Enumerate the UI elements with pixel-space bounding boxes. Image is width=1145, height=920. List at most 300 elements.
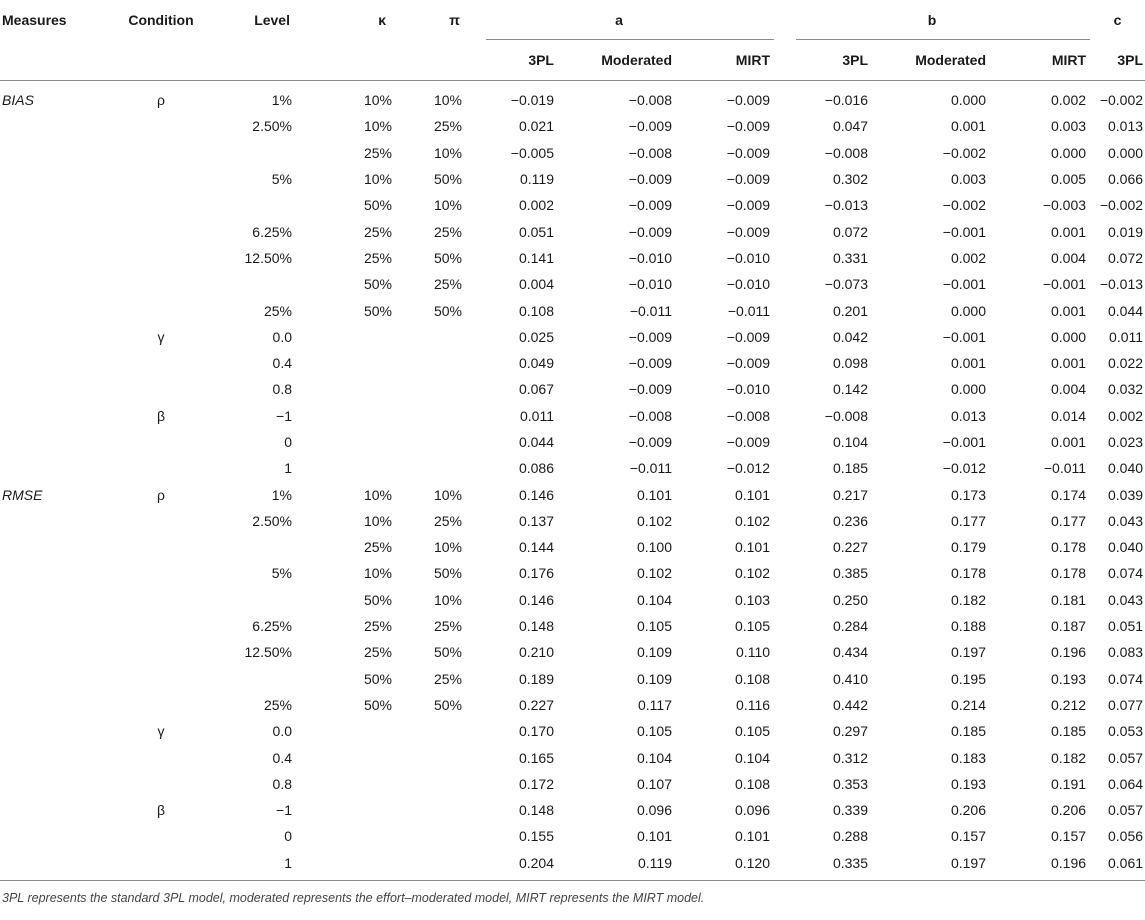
cell-a-3pl: 0.144 — [518, 539, 554, 556]
cell-a-moderated: −0.009 — [628, 434, 672, 450]
cell-kappa: 25% — [363, 223, 392, 240]
cell-measure — [0, 850, 112, 881]
cell-a-moderated: −0.009 — [628, 197, 672, 214]
cell-pi: 50% — [433, 171, 462, 188]
table-row — [0, 140, 1145, 166]
cell-a-mirt: −0.009 — [726, 223, 771, 240]
cell-a-moderated: 0.105 — [636, 723, 672, 740]
cell-kappa: 25% — [363, 249, 392, 266]
cell-measure — [0, 455, 112, 481]
cell-b-3pl: 0.236 — [832, 512, 869, 529]
cell-a-moderated: 0.101 — [636, 486, 672, 503]
cell-b-3pl: 0.331 — [832, 249, 869, 266]
cell-kappa — [320, 403, 402, 429]
cell-b-moderated: 0.178 — [950, 565, 987, 582]
cell-c-3pl: 0.032 — [1108, 381, 1144, 398]
cell-condition: γ — [157, 328, 165, 345]
cell-a-mirt: 0.101 — [734, 486, 771, 503]
cell-pi: 25% — [433, 512, 462, 529]
cell-condition — [112, 297, 210, 323]
cell-b-3pl: 0.098 — [832, 355, 869, 372]
cell-measure: BIAS — [0, 81, 112, 114]
cell-b-moderated: 0.173 — [950, 486, 987, 503]
table-row — [0, 350, 1145, 376]
cell-b-moderated: 0.000 — [950, 302, 987, 319]
cell-b-moderated: −0.001 — [942, 328, 987, 345]
cell-condition: β — [156, 407, 166, 424]
cell-a-moderated: −0.009 — [628, 118, 672, 135]
table-row — [0, 429, 1145, 455]
cell-pi: 50% — [433, 249, 462, 266]
cell-measure — [0, 587, 112, 613]
cell-b-moderated: −0.001 — [942, 223, 987, 240]
cell-a-3pl: 0.172 — [518, 775, 554, 792]
cell-b-moderated: 0.157 — [950, 828, 987, 845]
cell-c-3pl: −0.013 — [1099, 276, 1144, 293]
cell-kappa: 50% — [363, 670, 392, 687]
cell-pi: 50% — [433, 644, 462, 661]
table-row — [0, 192, 1145, 218]
cell-level: 0.8 — [272, 775, 292, 792]
cell-b-moderated: 0.195 — [950, 670, 987, 687]
cell-a-3pl: −0.019 — [464, 81, 556, 114]
subheader-b-mirt: MIRT — [994, 40, 1090, 81]
cell-b-mirt: 0.003 — [1051, 118, 1087, 135]
cell-b-mirt: −0.001 — [1042, 276, 1087, 293]
cell-condition: ρ — [157, 486, 165, 503]
header-measures: Measures — [2, 12, 67, 28]
cell-c-3pl: 0.083 — [1108, 644, 1144, 661]
cell-pi: 10% — [433, 197, 462, 214]
cell-a-mirt: −0.009 — [726, 118, 771, 135]
cell-c-3pl: 0.074 — [1108, 565, 1144, 582]
cell-b-3pl: 0.072 — [832, 223, 869, 240]
table-row — [0, 718, 1145, 744]
cell-measure — [0, 429, 112, 455]
cell-measure — [0, 245, 112, 271]
cell-pi: 10% — [402, 81, 464, 114]
cell-a-moderated: 0.104 — [636, 749, 672, 766]
cell-measure — [0, 113, 112, 139]
cell-pi — [402, 455, 464, 481]
cell-b-mirt: 0.182 — [1051, 749, 1087, 766]
cell-c-3pl: 0.039 — [1108, 486, 1144, 503]
cell-level — [210, 587, 320, 613]
cell-pi: 10% — [433, 486, 462, 503]
cell-b-3pl: 0.353 — [832, 775, 869, 792]
cell-a-mirt: −0.009 — [676, 81, 774, 114]
cell-level: 0.0 — [272, 328, 292, 345]
cell-b-3pl: 0.434 — [832, 644, 869, 661]
cell-a-moderated: −0.009 — [628, 328, 672, 345]
table-row — [0, 666, 1145, 692]
cell-kappa: 10% — [363, 171, 392, 188]
cell-pi: 10% — [433, 591, 462, 608]
cell-a-3pl: 0.002 — [518, 197, 554, 214]
cell-b-moderated: 0.185 — [950, 723, 987, 740]
cell-a-mirt: 0.108 — [734, 775, 771, 792]
cell-a-mirt: −0.009 — [726, 144, 771, 161]
cell-a-3pl: 0.176 — [518, 565, 554, 582]
cell-b-moderated: 0.193 — [950, 775, 987, 792]
cell-pi — [402, 429, 464, 455]
subheader-b-3pl: 3PL — [774, 40, 870, 81]
cell-kappa: 50% — [363, 276, 392, 293]
cell-condition — [112, 587, 210, 613]
cell-a-3pl: 0.067 — [518, 381, 554, 398]
cell-b-mirt: 0.187 — [1051, 618, 1087, 635]
cell-a-3pl: 0.086 — [518, 460, 554, 477]
cell-a-moderated: 0.105 — [636, 618, 672, 635]
cell-condition: ρ — [112, 81, 210, 114]
cell-pi: 10% — [433, 539, 462, 556]
cell-c-3pl: 0.056 — [1108, 828, 1144, 845]
table-row — [0, 376, 1145, 402]
cell-pi — [402, 823, 464, 849]
cell-b-3pl: 0.339 — [832, 802, 869, 819]
cell-level — [210, 140, 320, 166]
cell-condition — [112, 166, 210, 192]
cell-level: 1 — [284, 460, 292, 477]
cell-level: 5% — [271, 565, 292, 582]
cell-a-mirt: −0.010 — [726, 381, 771, 398]
header-group-c — [1090, 0, 1145, 40]
cell-a-moderated: −0.008 — [628, 407, 672, 424]
cell-b-moderated: 0.000 — [870, 81, 994, 114]
cell-a-moderated: 0.107 — [636, 775, 672, 792]
cell-a-3pl: 0.146 — [518, 486, 554, 503]
cell-b-mirt: 0.005 — [1051, 171, 1087, 188]
header-group-a — [464, 0, 774, 40]
cell-a-3pl: −0.005 — [510, 144, 554, 161]
table-row — [0, 113, 1145, 139]
table-row — [0, 271, 1145, 297]
cell-b-mirt: 0.196 — [994, 850, 1090, 881]
cell-condition — [112, 140, 210, 166]
cell-a-3pl: 0.011 — [520, 407, 554, 424]
cell-b-3pl: −0.016 — [774, 81, 870, 114]
cell-c-3pl: 0.057 — [1108, 749, 1144, 766]
cell-measure — [0, 534, 112, 560]
table-row — [0, 639, 1145, 665]
cell-kappa: 10% — [363, 512, 392, 529]
cell-a-moderated: 0.101 — [636, 828, 672, 845]
cell-b-moderated: 0.003 — [950, 171, 987, 188]
cell-kappa — [320, 455, 402, 481]
cell-a-3pl: 0.210 — [518, 644, 554, 661]
cell-b-moderated: 0.182 — [950, 591, 987, 608]
cell-a-mirt: −0.009 — [726, 328, 771, 345]
header-group-b — [774, 0, 1090, 40]
cell-a-3pl: 0.165 — [518, 749, 554, 766]
cell-b-moderated: 0.183 — [950, 749, 987, 766]
cell-a-3pl: 0.004 — [518, 276, 554, 293]
cell-level: 2.50% — [252, 118, 292, 135]
cell-c-3pl: −0.002 — [1090, 81, 1145, 114]
cell-a-moderated: −0.010 — [628, 276, 672, 293]
table-row — [0, 744, 1145, 770]
cell-c-3pl: 0.019 — [1108, 223, 1144, 240]
cell-measure — [0, 218, 112, 244]
cell-a-3pl: 0.137 — [518, 512, 554, 529]
cell-b-3pl: 0.410 — [832, 670, 869, 687]
cell-condition — [112, 271, 210, 297]
cell-kappa: 10% — [363, 565, 392, 582]
cell-kappa — [320, 429, 402, 455]
cell-b-3pl: 0.288 — [832, 828, 869, 845]
cell-pi — [402, 797, 464, 823]
cell-pi — [402, 850, 464, 881]
cell-measure — [0, 350, 112, 376]
cell-condition — [112, 534, 210, 560]
table-row — [0, 324, 1145, 350]
cell-level: 12.50% — [244, 644, 292, 661]
cell-condition — [112, 455, 210, 481]
subheader-a-mirt: MIRT — [676, 40, 774, 81]
cell-a-moderated: 0.109 — [636, 644, 672, 661]
cell-c-3pl: 0.022 — [1108, 355, 1144, 372]
cell-measure — [0, 192, 112, 218]
cell-condition — [112, 850, 210, 881]
table-row — [0, 797, 1145, 823]
cell-condition — [112, 218, 210, 244]
cell-c-3pl: 0.043 — [1108, 591, 1144, 608]
cell-c-3pl: 0.064 — [1108, 775, 1144, 792]
cell-condition — [112, 429, 210, 455]
cell-a-mirt: 0.103 — [734, 591, 771, 608]
cell-b-mirt: 0.001 — [1051, 355, 1087, 372]
cell-condition — [112, 639, 210, 665]
cell-kappa: 25% — [363, 539, 392, 556]
cell-b-moderated: 0.214 — [950, 696, 987, 713]
cell-kappa — [320, 744, 402, 770]
cell-kappa: 50% — [363, 591, 392, 608]
cell-b-mirt: 0.181 — [1051, 591, 1087, 608]
table-row — [0, 613, 1145, 639]
table-header — [0, 0, 1145, 81]
cell-kappa: 25% — [363, 144, 392, 161]
cell-b-moderated: −0.002 — [942, 197, 987, 214]
cell-condition — [112, 350, 210, 376]
cell-b-3pl: 0.335 — [774, 850, 870, 881]
cell-b-mirt: 0.000 — [1051, 144, 1087, 161]
cell-kappa — [320, 350, 402, 376]
cell-b-3pl: −0.008 — [824, 407, 869, 424]
cell-level — [210, 534, 320, 560]
table-footnote: 3PL represents the standard 3PL model, moderated represents the effort–moderated model, MIRT represents the MIRT model. — [2, 890, 705, 905]
cell-a-mirt: 0.116 — [736, 696, 771, 713]
cell-kappa: 10% — [363, 118, 392, 135]
cell-a-3pl: 0.141 — [518, 249, 554, 266]
cell-c-3pl: 0.051 — [1108, 618, 1144, 635]
cell-kappa — [320, 324, 402, 350]
cell-level: 25% — [263, 302, 292, 319]
cell-kappa — [320, 823, 402, 849]
cell-a-moderated: −0.009 — [628, 171, 672, 188]
cell-level: 0.8 — [272, 381, 292, 398]
cell-measure — [0, 639, 112, 665]
cell-c-3pl: 0.074 — [1108, 670, 1144, 687]
cell-pi: 25% — [433, 118, 462, 135]
group-b-label: b — [927, 12, 937, 28]
cell-b-3pl: 0.042 — [832, 328, 869, 345]
table-row — [0, 692, 1145, 718]
cell-a-moderated: 0.102 — [636, 512, 672, 529]
cell-measure — [0, 324, 112, 350]
cell-c-3pl: 0.002 — [1108, 407, 1144, 424]
cell-b-mirt: 0.212 — [1051, 696, 1087, 713]
table-row — [0, 508, 1145, 534]
cell-level: 1 — [210, 850, 320, 881]
cell-measure — [0, 797, 112, 823]
cell-kappa — [320, 376, 402, 402]
cell-b-mirt: 0.002 — [994, 81, 1090, 114]
cell-c-3pl: 0.043 — [1108, 512, 1144, 529]
cell-b-3pl: 0.217 — [832, 486, 869, 503]
cell-b-mirt: 0.014 — [1051, 407, 1087, 424]
subheader-a-3pl: 3PL — [464, 40, 556, 81]
cell-level: 0 — [284, 828, 292, 845]
cell-a-moderated: −0.009 — [628, 381, 672, 398]
cell-b-3pl: 0.142 — [832, 381, 869, 398]
cell-pi — [402, 718, 464, 744]
cell-c-3pl: 0.044 — [1108, 302, 1144, 319]
cell-pi: 50% — [433, 302, 462, 319]
cell-kappa — [320, 797, 402, 823]
subheader-b-moderated: Moderated — [870, 40, 994, 81]
cell-b-3pl: 0.385 — [832, 565, 869, 582]
cell-condition: γ — [157, 723, 165, 740]
cell-pi: 50% — [433, 696, 462, 713]
cell-kappa: 25% — [363, 644, 392, 661]
cell-level: −1 — [276, 802, 292, 819]
cell-b-3pl: 0.185 — [832, 460, 869, 477]
cell-measure — [0, 823, 112, 849]
cell-a-mirt: 0.108 — [734, 670, 771, 687]
cell-a-moderated: 0.100 — [636, 539, 672, 556]
cell-measure — [0, 560, 112, 586]
cell-kappa — [320, 771, 402, 797]
subheader-a-moderated: Moderated — [556, 40, 676, 81]
cell-a-3pl: 0.170 — [518, 723, 554, 740]
cell-kappa: 10% — [363, 486, 392, 503]
cell-b-3pl: 0.201 — [832, 302, 869, 319]
cell-b-moderated: −0.001 — [942, 276, 987, 293]
cell-a-mirt: −0.010 — [726, 276, 771, 293]
cell-b-mirt: 0.004 — [1051, 381, 1087, 398]
cell-pi — [402, 324, 464, 350]
cell-a-3pl: 0.119 — [520, 171, 554, 188]
cell-kappa: 50% — [363, 696, 392, 713]
cell-b-moderated: 0.177 — [950, 512, 987, 529]
cell-condition — [112, 560, 210, 586]
cell-b-moderated: 0.179 — [950, 539, 987, 556]
cell-level: 6.25% — [252, 618, 292, 635]
cell-level: 0 — [284, 434, 292, 450]
cell-pi: 50% — [433, 565, 462, 582]
cell-a-3pl: 0.044 — [518, 434, 554, 450]
cell-c-3pl: 0.066 — [1108, 171, 1144, 188]
cell-b-moderated: 0.013 — [950, 407, 987, 424]
table-row — [0, 403, 1145, 429]
cell-a-mirt: −0.009 — [726, 355, 771, 372]
table-row — [0, 166, 1145, 192]
cell-b-3pl: 0.104 — [832, 434, 869, 450]
cell-c-3pl: 0.023 — [1108, 434, 1144, 450]
cell-measure — [0, 613, 112, 639]
cell-b-3pl: 0.302 — [832, 171, 869, 188]
cell-level: 25% — [263, 696, 292, 713]
cell-measure — [0, 666, 112, 692]
cell-a-moderated: −0.008 — [628, 144, 672, 161]
table-row — [0, 481, 1145, 507]
cell-measure — [0, 297, 112, 323]
cell-a-3pl: 0.146 — [518, 591, 554, 608]
cell-a-3pl: 0.148 — [518, 802, 554, 819]
header-pi: π — [449, 12, 460, 28]
cell-b-moderated: −0.001 — [942, 434, 987, 450]
cell-a-moderated: −0.011 — [629, 460, 672, 477]
cell-pi: 10% — [433, 144, 462, 161]
cell-b-moderated: 0.002 — [950, 249, 987, 266]
table-body — [0, 81, 1145, 881]
cell-b-moderated: 0.197 — [950, 644, 987, 661]
cell-a-mirt: 0.104 — [734, 749, 771, 766]
cell-c-3pl: 0.053 — [1108, 723, 1144, 740]
cell-b-3pl: 0.250 — [832, 591, 869, 608]
table-row — [0, 81, 1145, 114]
cell-b-mirt: 0.157 — [1051, 828, 1087, 845]
cell-b-mirt: 0.001 — [1051, 302, 1087, 319]
cell-a-3pl: 0.189 — [518, 670, 554, 687]
cell-condition — [112, 771, 210, 797]
cell-measure: RMSE — [2, 486, 43, 503]
cell-a-moderated: 0.119 — [556, 850, 676, 881]
cell-condition — [112, 692, 210, 718]
cell-a-mirt: 0.101 — [734, 539, 771, 556]
table-row — [0, 560, 1145, 586]
cell-level: 12.50% — [244, 249, 292, 266]
cell-b-mirt: 0.196 — [1051, 644, 1087, 661]
cell-b-moderated: 0.206 — [950, 802, 987, 819]
cell-kappa: 50% — [363, 302, 392, 319]
cell-b-moderated: 0.197 — [870, 850, 994, 881]
cell-b-mirt: 0.206 — [1051, 802, 1087, 819]
table-row — [0, 771, 1145, 797]
table-row — [0, 297, 1145, 323]
cell-a-mirt: −0.010 — [726, 249, 771, 266]
cell-b-moderated: 0.001 — [950, 355, 987, 372]
cell-c-3pl: 0.072 — [1108, 249, 1144, 266]
cell-measure — [0, 271, 112, 297]
table-row — [0, 823, 1145, 849]
cell-pi — [402, 403, 464, 429]
cell-b-mirt: 0.191 — [1051, 775, 1087, 792]
cell-a-3pl: 0.148 — [518, 618, 554, 635]
cell-a-3pl: 0.021 — [518, 118, 554, 135]
cell-condition — [112, 823, 210, 849]
cell-b-mirt: −0.011 — [1043, 460, 1087, 477]
cell-a-3pl: 0.204 — [464, 850, 556, 881]
cell-a-moderated: 0.117 — [638, 696, 672, 713]
cell-measure — [0, 771, 112, 797]
cell-level: 0.4 — [272, 749, 292, 766]
cell-level: 2.50% — [252, 512, 292, 529]
cell-measure — [0, 508, 112, 534]
cell-level — [210, 666, 320, 692]
header-condition: Condition — [128, 12, 194, 28]
cell-b-moderated: 0.188 — [950, 618, 987, 635]
